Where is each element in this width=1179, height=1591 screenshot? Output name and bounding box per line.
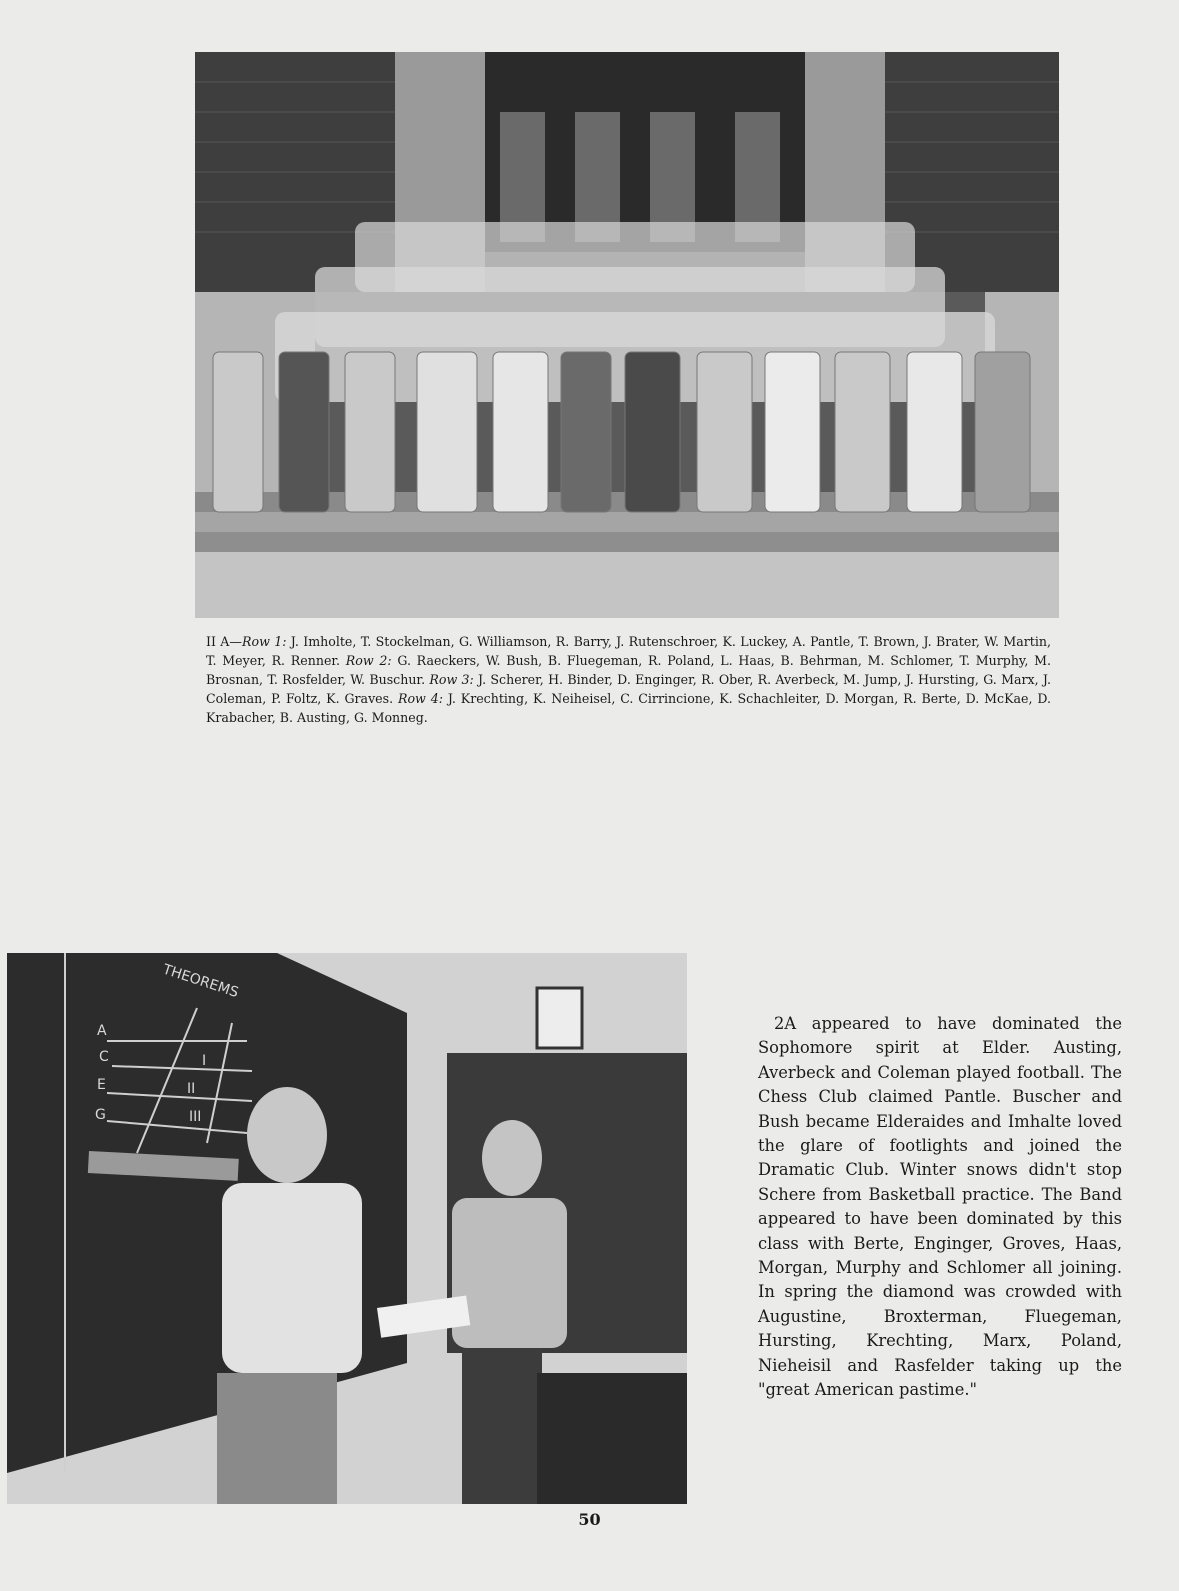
class-label: II A— [206,634,242,649]
board-label-e: E [97,1077,106,1093]
row4-label: Row 4: [397,691,443,706]
row1-names: J. Imholte, T. Stockelman, G. Williamson, R. Barry, J. Rutenschroer, K. Luckey, A. Pantle, T. Brown, J. Brater, W. Martin, T. Meyer, R. Renner. [206,634,1051,668]
row3-names: J. Scherer, H. Binder, D. Enginger, R. Ober, R. Averbeck, M. Jump, J. Hursting, G. Marx, J. Coleman, P. Foltz, K. Graves. [206,672,1051,706]
row2-label: Row 2: [345,653,392,668]
photo-caption [206,632,1051,727]
board-heading: THEOREMS [160,961,241,1002]
board-numeral-3: III [189,1109,202,1125]
board-numeral-1: I [202,1053,207,1069]
row4-names: J. Krechting, K. Neiheisel, C. Cirrincione, K. Schachleiter, D. Morgan, R. Berte, D. McKae, D. Krabacher, B. Austing, G. Monneg. [206,691,1051,725]
row3-label: Row 3: [429,672,474,687]
classroom-photo [7,953,687,1504]
board-label-g: G [95,1107,106,1123]
story-paragraph: 2A appeared to have dominated the Sophomore spirit at Elder. Austing, Averbeck and Coleman played football. The Chess Club claimed Pantle. Buscher and Bush became Elderaides and Imhalte loved the glare of footlights and joined the Dramatic Club. Winter snows didn't stop Schere from Basketball practice. The Band appeared to have been dominated by this class with Berte, Enginger, Groves, Haas, Morgan, Murphy and Schlomer all joining. In spring the diamond was crowded with Augustine, Broxterman, Fluegeman, Hursting, Krechting, Marx, Poland, Nieheisil and Rasfelder taking up the "great American pastime." [758,1014,1122,1400]
board-numeral-2: II [187,1081,196,1097]
board-label-c: C [99,1049,109,1065]
row1-label: Row 1: [242,634,287,649]
row2-names: G. Raeckers, W. Bush, B. Fluegeman, R. Poland, L. Haas, B. Behrman, M. Schlomer, T. Murphy, M. Brosnan, T. Rosfelder, W. Buschur. [206,653,1052,687]
board-label-a: A [97,1023,107,1039]
class-group-photo [195,52,1059,618]
page-number: 50 [578,1510,601,1529]
